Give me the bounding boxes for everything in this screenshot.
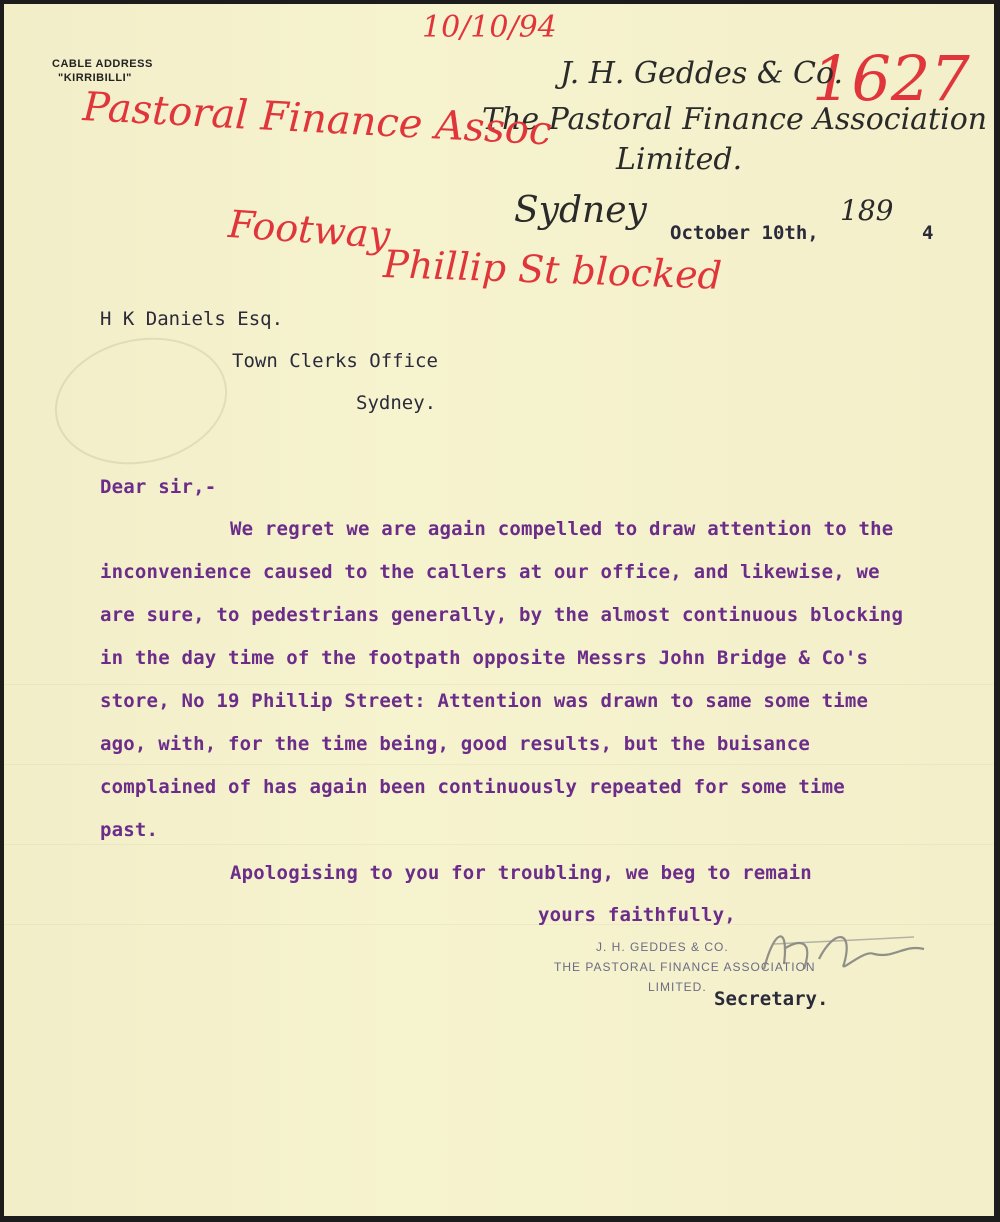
body-line: inconvenience caused to the callers at our office, and likewise, we — [100, 561, 880, 583]
letter-date: October 10th, — [670, 222, 819, 244]
recipient-name: H K Daniels Esq. — [100, 308, 284, 330]
recipient-city: Sydney. — [356, 392, 437, 414]
cable-address-label: CABLE ADDRESS — [52, 58, 153, 70]
recipient-office: Town Clerks Office — [232, 350, 438, 372]
salutation: Dear sir,- — [100, 476, 217, 498]
body-line: are sure, to pedestrians generally, by the almost continuous blocking — [100, 604, 904, 626]
body-line: store, No 19 Phillip Street: Attention was drawn to same some time — [100, 690, 869, 712]
body-line: ago, with, for the time being, good results, but the buisance — [100, 733, 810, 755]
reference-number: 1627 — [812, 42, 970, 115]
handwritten-date: 10/10/94 — [422, 10, 557, 45]
paper-line — [4, 844, 994, 845]
association-name: The Pastoral Finance Association — [482, 102, 988, 137]
limited-text: Limited. — [616, 142, 743, 177]
handwritten-signature — [744, 909, 944, 989]
letter-page — [4, 4, 994, 1216]
paper-line — [4, 684, 994, 685]
body-line: We regret we are again compelled to draw attention to the — [230, 518, 894, 540]
cable-address-value: "KIRRIBILLI" — [58, 72, 132, 84]
company-stamp-line1: J. H. GEDDES & CO. — [596, 940, 729, 954]
subject-blocked: Phillip St blocked — [382, 242, 723, 298]
subject-annotation: Pastoral Finance Assoc — [81, 84, 553, 155]
subject-footway: Footway — [226, 202, 392, 258]
closing-line: Apologising to you for troubling, we beg to remain — [230, 862, 812, 884]
printed-year: 189 — [840, 194, 894, 227]
company-stamp-line2: THE PASTORAL FINANCE ASSOCIATION — [554, 960, 816, 974]
signatory-title: Secretary. — [714, 988, 829, 1010]
embossed-seal — [43, 322, 239, 479]
body-line: in the day time of the footpath opposite Messrs John Bridge & Co's — [100, 647, 869, 669]
body-line: past. — [100, 819, 159, 841]
valediction: yours faithfully, — [538, 904, 736, 926]
paper-line — [4, 764, 994, 765]
body-line: complained of has again been continuously repeated for some time — [100, 776, 845, 798]
firm-name: J. H. Geddes & Co. — [560, 56, 844, 91]
place-name: Sydney — [514, 190, 647, 231]
typed-year: 4 — [922, 222, 934, 244]
company-stamp-line3: LIMITED. — [648, 980, 707, 994]
